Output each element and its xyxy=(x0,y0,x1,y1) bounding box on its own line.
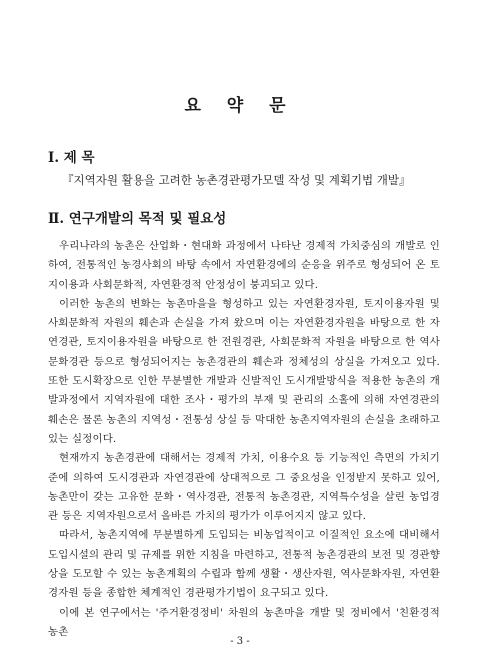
paragraph: 따라서, 농촌지역에 무분별하게 도입되는 비농업적이고 이질적인 요소에 대비해서 도입시설의 관리 및 규제를 위한 지침을 마련하고, 전통적 농촌경관의 보전 및 경관향상을 도모할 수 있는 농촌계획의 수립과 함께 생활・생산자원, 역사문화자원, 자연환경자원 등을 종합한 체계적인 경관평가기법이 요구되고 있다. xyxy=(48,529,440,600)
summary-title: 요 약 문 xyxy=(184,96,296,116)
paragraph: 이에 본 연구에서는 '주거환경정비' 차원의 농촌마을 개발 및 정비에서 '친환경적 농촌 xyxy=(48,606,440,638)
paragraph: 우리나라의 농촌은 산업화・현대화 과정에서 나타난 경제적 가치중심의 개발로 인하여, 전통적인 농경사회의 바탕 속에서 자연환경에의 순응을 위주로 형성되어 온 토지이용과 사회문화적, 자연환경적 안정성이 붕괴되고 있다. xyxy=(48,240,440,291)
paragraph: 현재까지 농촌경관에 대해서는 경제적 가치, 이용수요 등 기능적인 측면의 가치기준에 의하여 도시경관과 자연경관에 상대적으로 그 중요성을 인정받지 못하고 있어, 농촌만이 갖는 고유한 문화・역사경관, 전통적 농촌경관, 지역특수성을 살린 농업경관 등은 지역자원으로서 올바른 가치의 평가가 이루어지지 않고 있다. xyxy=(48,452,440,523)
research-subject: 『지역자원 활용을 고려한 농촌경관평가모델 작성 및 계획기법 개발』 xyxy=(62,173,411,187)
section-2-heading: Ⅱ. 연구개발의 목적 및 필요성 xyxy=(48,211,227,227)
paragraph: 이러한 농촌의 변화는 농촌마을을 형성하고 있는 자연환경자원, 토지이용자원 및 사회문화적 자원의 훼손과 손실을 가져 왔으며 이는 자연환경자원을 바탕으로 한 자연경관, 토지이용자원을 바탕으로 한 전원경관, 사회문화적 자원을 바탕으로 한 역사문화경관 등으로 형성되어지는 농촌경관의 훼손과 정체성의 상실을 가져오고 있다. 또한 도시확장으로 인한 무분별한 개발과 신발적인 도시개발방식을 적용한 농촌의 개발과정에서 지역자원에 대한 조사・평가의 부재 및 관리의 소홀에 의해 자연경관의 훼손은 물론 농촌의 지역성・전통성 상실 등 막대한 농촌지역자원의 손실을 초래하고 있는 실정이다. xyxy=(48,297,440,445)
section-2-body xyxy=(48,237,440,642)
page-number: - 3 - xyxy=(230,636,250,647)
section-1-heading: Ⅰ. 제 목 xyxy=(48,150,95,166)
